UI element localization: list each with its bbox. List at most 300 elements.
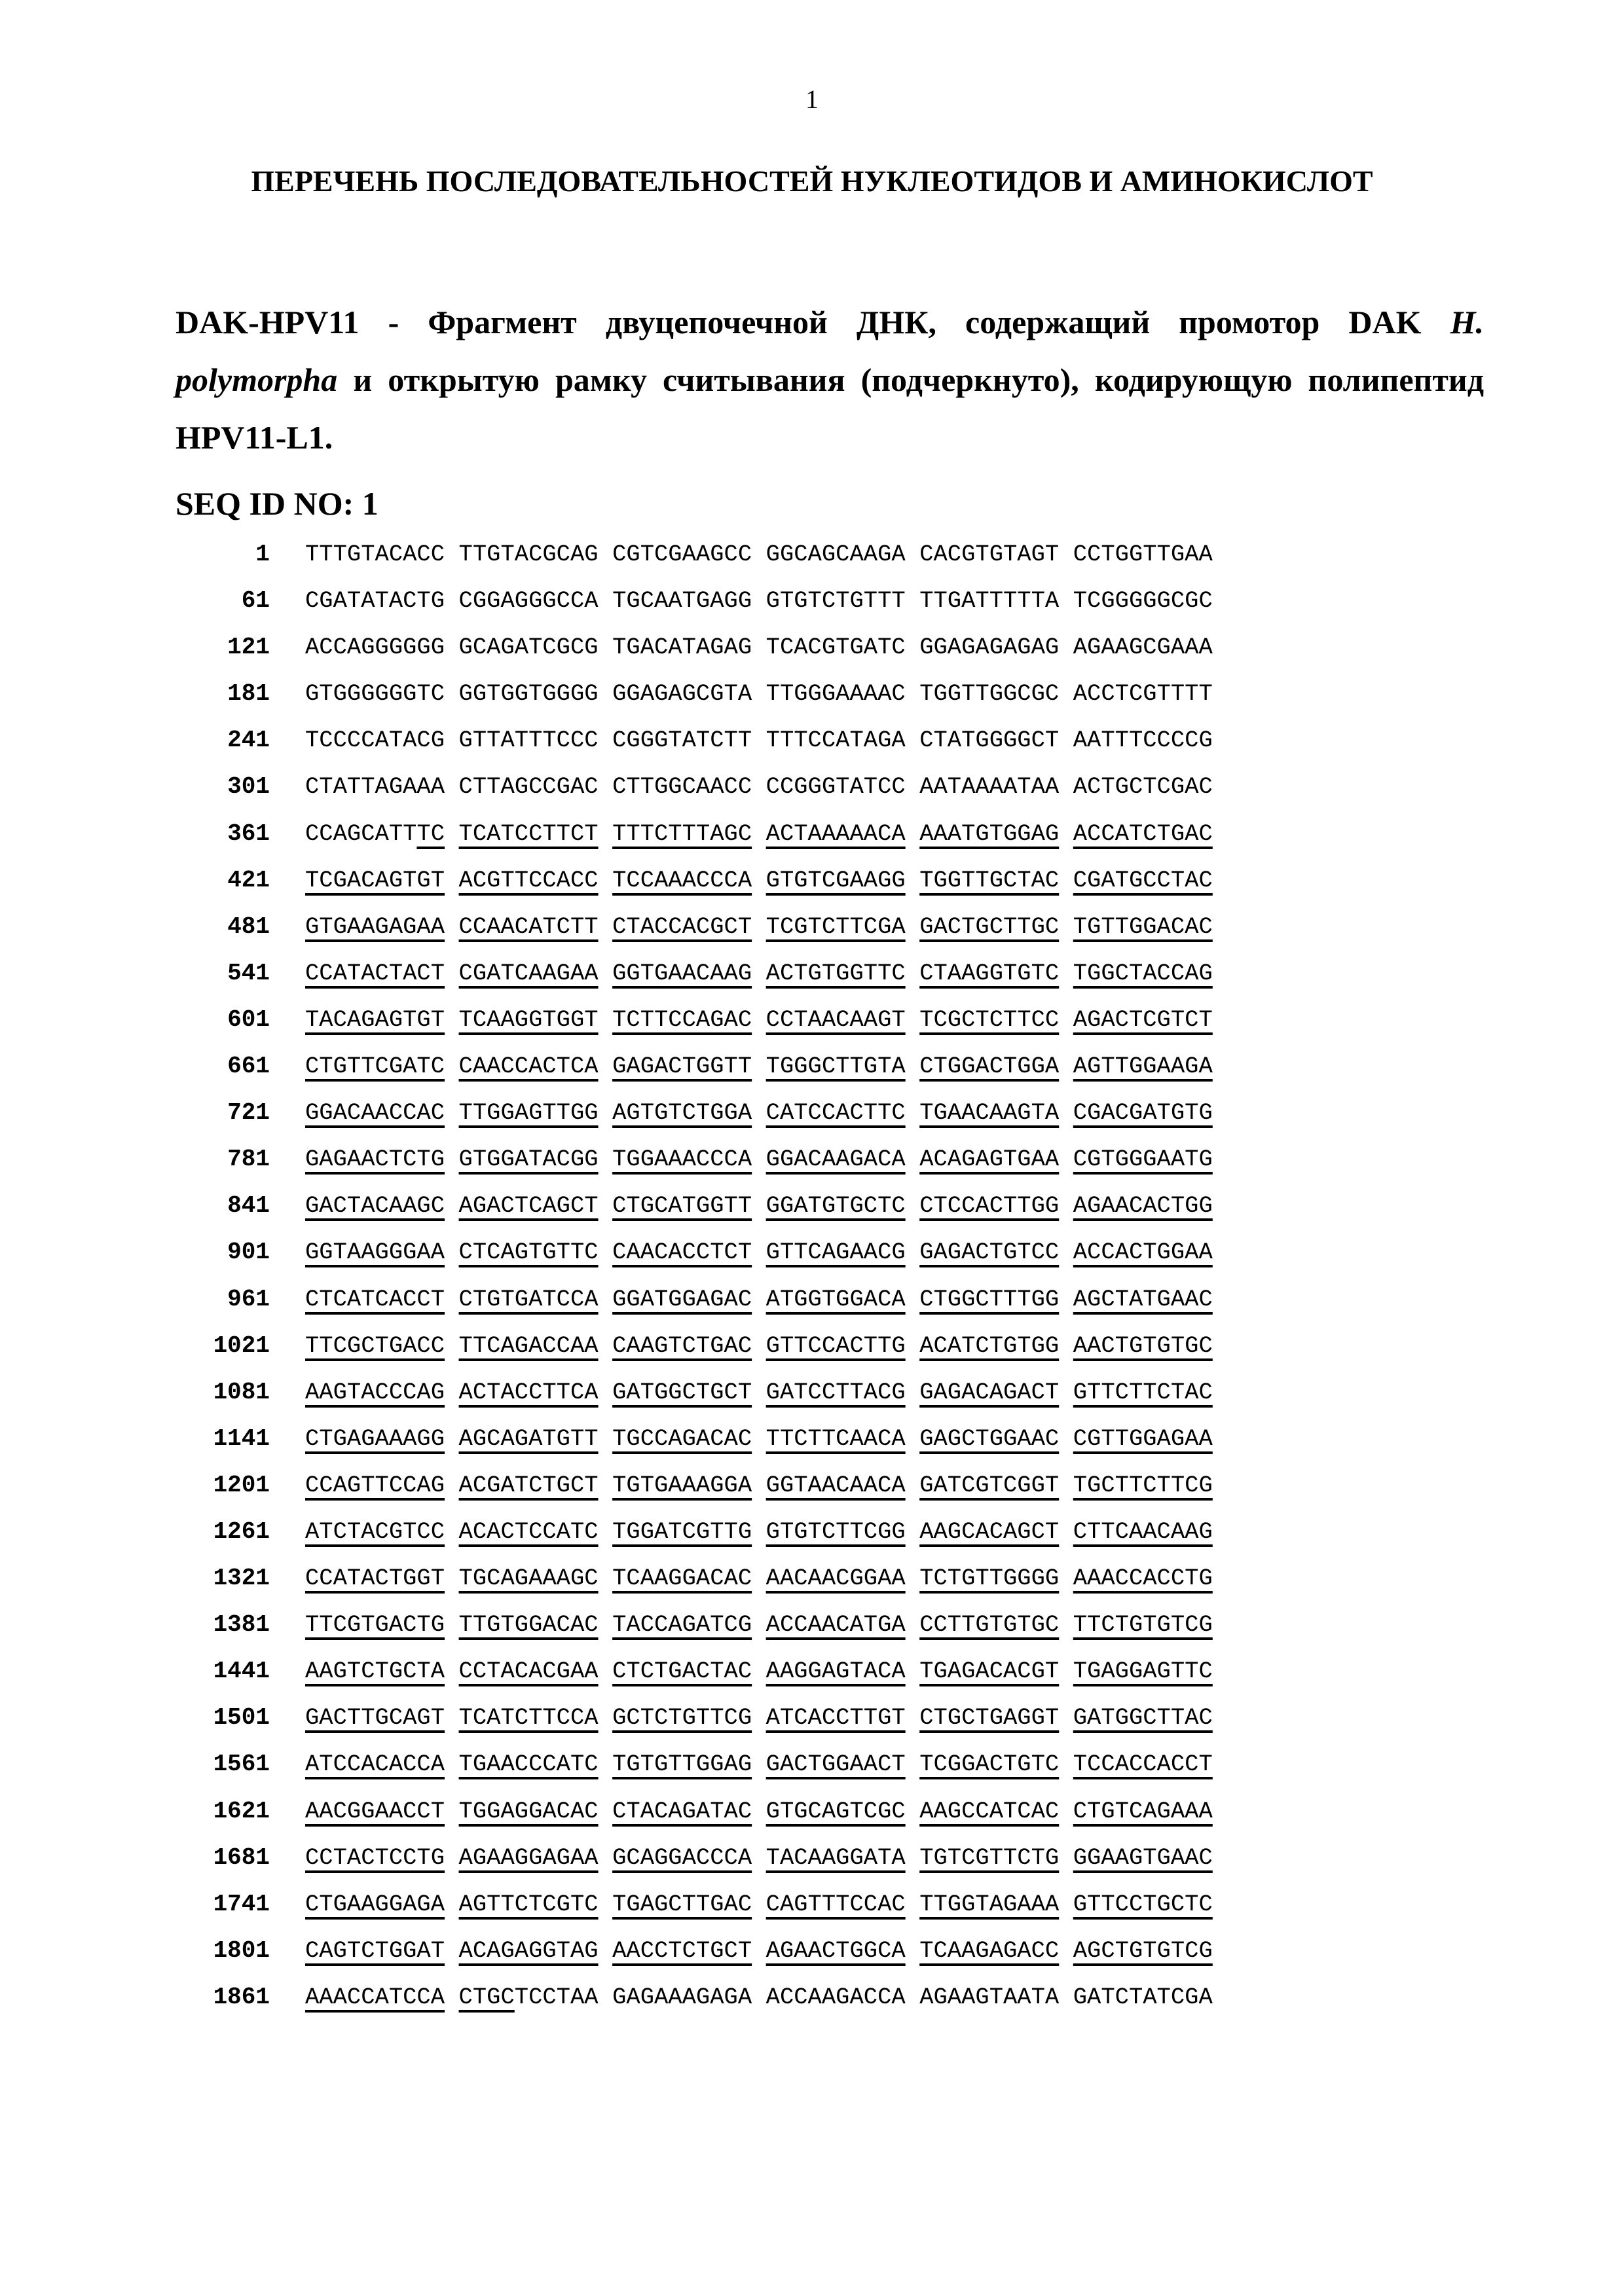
sequence-row	[196, 957, 1227, 1004]
nucleotide-group	[305, 957, 445, 990]
nucleotide-group	[766, 631, 906, 664]
nucleotide-group	[766, 1236, 906, 1269]
orf-underline: CTGTCAGAAA	[1073, 1798, 1213, 1825]
nucleotide-group	[612, 1748, 752, 1781]
nucleotide-group	[919, 1516, 1059, 1548]
nucleotide-group	[612, 1050, 752, 1083]
position-number: 1021	[196, 1330, 270, 1362]
orf-underline: TGAGCTTGAC	[612, 1891, 752, 1918]
orf-underline: CAACCACTCA	[459, 1053, 599, 1080]
orf-underline: AAGCCATCAC	[919, 1798, 1059, 1825]
orf-underline: GAGCTGGAAC	[919, 1425, 1059, 1452]
orf-underline: CGATCAAGAA	[459, 960, 599, 987]
orf-underline: ACGTTCCACC	[459, 867, 599, 894]
orf-underline: TGCAGAAAGC	[459, 1565, 599, 1592]
nucleotide-group	[612, 1935, 752, 1967]
nucleotide-group	[612, 1236, 752, 1269]
non-coding-segment: GTGTCTGTTT	[766, 587, 906, 614]
sequence-row	[196, 678, 1227, 724]
nucleotide-group	[305, 1935, 445, 1967]
nucleotide-group	[305, 1050, 445, 1083]
nucleotide-group	[459, 1609, 599, 1641]
orf-underline: AGTGTCTGGA	[612, 1099, 752, 1126]
orf-underline: TGAGGAGTTC	[1073, 1658, 1213, 1685]
orf-underline: CTGAGAAAGG	[305, 1425, 445, 1452]
nucleotide-group	[766, 1516, 906, 1548]
nucleotide-group	[1073, 1283, 1213, 1316]
nucleotide-group	[1073, 1795, 1213, 1828]
orf-underline: AACTGTGTGC	[1073, 1332, 1213, 1359]
nucleotide-group	[459, 1981, 599, 2014]
orf-underline: GGTAAGGGAA	[305, 1239, 445, 1266]
orf-underline: CCAACATCTT	[459, 913, 599, 940]
nucleotide-group	[1073, 1097, 1213, 1129]
orf-underline: GACTGCTTGC	[919, 913, 1059, 940]
nucleotide-group	[305, 1609, 445, 1641]
orf-underline: AGTTCTCGTC	[459, 1891, 599, 1918]
orf-underline: AGCTGTGTCG	[1073, 1937, 1213, 1964]
nucleotide-group	[1073, 957, 1213, 990]
orf-underline: TGTTGGACAC	[1073, 913, 1213, 940]
nucleotide-group	[1073, 1562, 1213, 1595]
non-coding-segment: TTTGTACACC	[305, 541, 445, 568]
orf-underline: CCTAACAAGT	[766, 1006, 906, 1033]
sequence-row	[196, 1655, 1227, 1702]
orf-underline: CAGTCTGGAT	[305, 1937, 445, 1964]
non-coding-segment: CGGAGGGCCA	[459, 587, 599, 614]
nucleotide-group	[919, 1609, 1059, 1641]
nucleotide-group	[612, 957, 752, 990]
nucleotide-group	[305, 538, 445, 571]
orf-underline: CTGCTGAGGT	[919, 1704, 1059, 1731]
orf-underline: CTGAAGGAGA	[305, 1891, 445, 1918]
sequence-row	[196, 1004, 1227, 1050]
description-text-2: и открытую рамку считывания (подчеркнуто), кодирующую полипептид HPV11-L1.	[175, 361, 1484, 456]
orf-underline: CTTCAACAAG	[1073, 1518, 1213, 1545]
orf-underline: ATGGTGGACA	[766, 1286, 906, 1313]
nucleotide-group	[766, 957, 906, 990]
position-number: 181	[196, 678, 270, 710]
non-coding-segment: TCGGGGGCGC	[1073, 587, 1213, 614]
nucleotide-group	[1073, 585, 1213, 617]
orf-underline: CGTTGGAGAA	[1073, 1425, 1213, 1452]
orf-underline: GAGACTGGTT	[612, 1053, 752, 1080]
nucleotide-group	[305, 1748, 445, 1781]
nucleotide-group	[766, 1050, 906, 1083]
orf-underline: CCTTGTGTGC	[919, 1611, 1059, 1638]
nucleotide-group	[766, 724, 906, 757]
nucleotide-group	[919, 818, 1059, 850]
position-number: 1321	[196, 1562, 270, 1595]
nucleotide-group	[459, 1748, 599, 1781]
nucleotide-group	[612, 538, 752, 571]
nucleotide-group	[766, 585, 906, 617]
orf-underline: TGGGCTTGTA	[766, 1053, 906, 1080]
sequence-row	[196, 911, 1227, 957]
nucleotide-group	[612, 1330, 752, 1362]
page-number: 1	[0, 84, 1624, 115]
sequence-row	[196, 1376, 1227, 1423]
sequence-row	[196, 1516, 1227, 1562]
orf-underline: CATCCACTTC	[766, 1099, 906, 1126]
nucleotide-group	[919, 631, 1059, 664]
position-number: 1141	[196, 1423, 270, 1455]
nucleotide-group	[766, 1004, 906, 1036]
nucleotide-group	[1073, 1190, 1213, 1222]
nucleotide-group	[612, 1702, 752, 1734]
nucleotide-group	[919, 1376, 1059, 1409]
nucleotide-group	[459, 1097, 599, 1129]
nucleotide-group	[305, 1283, 445, 1316]
orf-underline: GTTCTTCTAC	[1073, 1379, 1213, 1406]
orf-underline: ACAGAGTGAA	[919, 1146, 1059, 1173]
nucleotide-group	[1073, 1423, 1213, 1455]
non-coding-segment: GTGGGGGGTC	[305, 680, 445, 707]
nucleotide-group	[612, 1655, 752, 1688]
nucleotide-group	[459, 1562, 599, 1595]
orf-underline: GACTACAAGC	[305, 1192, 445, 1219]
orf-underline: CTGGACTGGA	[919, 1053, 1059, 1080]
non-coding-segment: GCAGATCGCG	[459, 634, 599, 661]
sequence-row	[196, 818, 1227, 864]
sequence-row	[196, 1609, 1227, 1655]
position-number: 481	[196, 911, 270, 943]
orf-underline: CGTGGGAATG	[1073, 1146, 1213, 1173]
position-number: 1081	[196, 1376, 270, 1409]
orf-underline: CTCAGTGTTC	[459, 1239, 599, 1266]
organism-name: H. polymorpha	[175, 304, 1484, 398]
nucleotide-group	[612, 1190, 752, 1222]
nucleotide-group	[919, 957, 1059, 990]
nucleotide-group	[612, 1423, 752, 1455]
nucleotide-group	[919, 1190, 1059, 1222]
nucleotide-group	[459, 1655, 599, 1688]
nucleotide-group	[919, 724, 1059, 757]
nucleotide-group	[459, 911, 599, 943]
orf-underline: CAAGTCTGAC	[612, 1332, 752, 1359]
nucleotide-group	[305, 1423, 445, 1455]
non-coding-segment: TTGTACGCAG	[459, 541, 599, 568]
nucleotide-group	[612, 1376, 752, 1409]
nucleotide-group	[305, 1376, 445, 1409]
nucleotide-group	[612, 1842, 752, 1874]
orf-underline: TTCGCTGACC	[305, 1332, 445, 1359]
non-coding-segment: TGGTTGGCGC	[919, 680, 1059, 707]
sequence-row	[196, 1330, 1227, 1376]
position-number: 541	[196, 957, 270, 990]
nucleotide-group	[1073, 1935, 1213, 1967]
orf-underline: TGAGACACGT	[919, 1658, 1059, 1685]
orf-underline: CCATACTACT	[305, 960, 445, 987]
orf-underline: CGACGATGTG	[1073, 1099, 1213, 1126]
nucleotide-group	[766, 1935, 906, 1967]
nucleotide-group	[305, 1469, 445, 1502]
nucleotide-group	[766, 1842, 906, 1874]
nucleotide-group	[919, 1935, 1059, 1967]
orf-underline: AAGTACCCAG	[305, 1379, 445, 1406]
nucleotide-group	[612, 1097, 752, 1129]
non-coding-segment: GATCTATCGA	[1073, 1984, 1213, 2011]
sequence-row	[196, 1097, 1227, 1143]
nucleotide-group	[1073, 1888, 1213, 1921]
nucleotide-group	[766, 1748, 906, 1781]
non-coding-segment: CTATGGGGCT	[919, 727, 1059, 754]
orf-underline: ACATCTGTGG	[919, 1332, 1059, 1359]
nucleotide-group	[919, 1097, 1059, 1129]
orf-underline: TCAAGGACAC	[612, 1565, 752, 1592]
orf-underline: TGCCAGACAC	[612, 1425, 752, 1452]
orf-underline: TCAAGAGACC	[919, 1937, 1059, 1964]
sequence-row	[196, 1190, 1227, 1236]
nucleotide-group	[459, 1888, 599, 1921]
orf-underline: AGAACTGGCA	[766, 1937, 906, 1964]
orf-underline: AGCAGATGTT	[459, 1425, 599, 1452]
orf-underline: GACTGGAACT	[766, 1751, 906, 1777]
nucleotide-group	[305, 724, 445, 757]
orf-underline: AAACCACCTG	[1073, 1565, 1213, 1592]
orf-underline: AGTTGGAAGA	[1073, 1053, 1213, 1080]
non-coding-segment: GAGAAAGAGA	[612, 1984, 752, 2011]
orf-underline: TCGACAGTGT	[305, 867, 445, 894]
non-coding-segment: ACCAGGGGGG	[305, 634, 445, 661]
nucleotide-group	[612, 818, 752, 850]
nucleotide-group	[766, 1795, 906, 1828]
orf-underline: GGACAAGACA	[766, 1146, 906, 1173]
nucleotide-group	[612, 585, 752, 617]
sequence-row	[196, 1423, 1227, 1469]
nucleotide-group	[919, 864, 1059, 897]
nucleotide-group	[1073, 771, 1213, 803]
nucleotide-group	[305, 1236, 445, 1269]
orf-underline: ACTACCTTCA	[459, 1379, 599, 1406]
position-number: 1441	[196, 1655, 270, 1688]
nucleotide-group	[305, 631, 445, 664]
nucleotide-group	[919, 1981, 1059, 2014]
nucleotide-group	[919, 585, 1059, 617]
orf-underline: GAGACTGTCC	[919, 1239, 1059, 1266]
nucleotide-group	[459, 1236, 599, 1269]
nucleotide-group	[919, 1004, 1059, 1036]
nucleotide-group	[1073, 631, 1213, 664]
non-coding-segment: TTGATTTTTA	[919, 587, 1059, 614]
nucleotide-group	[305, 864, 445, 897]
non-coding-segment: CCAGCATT	[305, 820, 416, 847]
orf-underline: TTCAGACCAA	[459, 1332, 599, 1359]
orf-underline: AAGCACAGCT	[919, 1518, 1059, 1545]
non-coding-segment: ACCAAGACCA	[766, 1984, 906, 2011]
nucleotide-group	[919, 1283, 1059, 1316]
nucleotide-group	[459, 1190, 599, 1222]
sequence-description	[175, 293, 1484, 466]
orf-underline: CAGTTTCCAC	[766, 1891, 906, 1918]
nucleotide-group	[919, 1748, 1059, 1781]
non-coding-segment: CCGGGTATCC	[766, 773, 906, 800]
orf-underline: CTAAGGTGTC	[919, 960, 1059, 987]
position-number: 1	[196, 538, 270, 571]
orf-underline: CTACAGATAC	[612, 1798, 752, 1825]
orf-underline: ACAGAGGTAG	[459, 1937, 599, 1964]
orf-underline: ACCAACATGA	[766, 1611, 906, 1638]
orf-underline: CCATACTGGT	[305, 1565, 445, 1592]
orf-underline: TTCGTGACTG	[305, 1611, 445, 1638]
orf-underline: TGGAAACCCA	[612, 1146, 752, 1173]
non-coding-segment: CGATATACTG	[305, 587, 445, 614]
nucleotide-group	[459, 957, 599, 990]
orf-underline: GTTCCACTTG	[766, 1332, 906, 1359]
orf-underline: GTGCAGTCGC	[766, 1798, 906, 1825]
orf-underline: AAGGAGTACA	[766, 1658, 906, 1685]
nucleotide-group	[919, 771, 1059, 803]
nucleotide-group	[459, 1842, 599, 1874]
non-coding-segment: GGAGAGAGAG	[919, 634, 1059, 661]
position-number: 1561	[196, 1748, 270, 1781]
orf-underline: GATGGCTTAC	[1073, 1704, 1213, 1731]
sequence-row	[196, 1935, 1227, 1981]
position-number: 61	[196, 585, 270, 617]
orf-underline: GTTCCTGCTC	[1073, 1891, 1213, 1918]
nucleotide-group	[1073, 1609, 1213, 1641]
orf-underline: CTGGCTTTGG	[919, 1286, 1059, 1313]
nucleotide-group	[305, 1097, 445, 1129]
non-coding-segment: AATTTCCCCG	[1073, 727, 1213, 754]
orf-underline: ACCACTGGAA	[1073, 1239, 1213, 1266]
orf-underline: ACTGTGGTTC	[766, 960, 906, 987]
orf-underline: GTGTCGAAGG	[766, 867, 906, 894]
nucleotide-group	[1073, 1050, 1213, 1083]
orf-underline: GGTAACAACA	[766, 1472, 906, 1499]
orf-underline: AGACTCGTCT	[1073, 1006, 1213, 1033]
nucleotide-group	[612, 1283, 752, 1316]
nucleotide-group	[766, 1888, 906, 1921]
orf-underline: CTCATCACCT	[305, 1286, 445, 1313]
orf-underline: TGCTTCTTCG	[1073, 1472, 1213, 1499]
non-coding-segment: GGCAGCAAGA	[766, 541, 906, 568]
orf-underline: ACACTCCATC	[459, 1518, 599, 1545]
nucleotide-group	[612, 1981, 752, 2014]
orf-underline: TCATCCTTCT	[459, 820, 599, 847]
nucleotide-group	[766, 818, 906, 850]
non-coding-segment: AGAAGTAATA	[919, 1984, 1059, 2011]
non-coding-segment: CTATTAGAAA	[305, 773, 445, 800]
non-coding-segment: CGGGTATCTT	[612, 727, 752, 754]
orf-underline: TTCTTCAACA	[766, 1425, 906, 1452]
sequence-row	[196, 1050, 1227, 1097]
nucleotide-group	[459, 538, 599, 571]
position-number: 301	[196, 771, 270, 803]
orf-underline: AAACCATCCA	[305, 1984, 445, 2011]
orf-underline: GTGAAGAGAA	[305, 913, 445, 940]
nucleotide-group	[766, 1655, 906, 1688]
orf-underline: TCTGTTGGGG	[919, 1565, 1059, 1592]
sequence-row	[196, 771, 1227, 817]
nucleotide-group	[1073, 1748, 1213, 1781]
nucleotide-group	[459, 585, 599, 617]
orf-underline: GATGGCTGCT	[612, 1379, 752, 1406]
position-number: 1381	[196, 1609, 270, 1641]
non-coding-segment: CTTGGCAACC	[612, 773, 752, 800]
nucleotide-group	[1073, 1004, 1213, 1036]
orf-underline: TCAAGGTGGT	[459, 1006, 599, 1033]
orf-underline: CTGC	[459, 1984, 515, 2011]
position-number: 601	[196, 1004, 270, 1036]
orf-underline: AACAACGGAA	[766, 1565, 906, 1592]
nucleotide-group	[1073, 1143, 1213, 1176]
sequence-row	[196, 538, 1227, 585]
orf-underline: TTTCTTTAGC	[612, 820, 752, 847]
nucleotide-group	[612, 631, 752, 664]
nucleotide-group	[612, 771, 752, 803]
nucleotide-group	[919, 1236, 1059, 1269]
nucleotide-group	[305, 678, 445, 710]
orf-underline: CCTACACGAA	[459, 1658, 599, 1685]
orf-underline: CAACACCTCT	[612, 1239, 752, 1266]
orf-underline: AAATGTGGAG	[919, 820, 1059, 847]
position-number: 1741	[196, 1888, 270, 1921]
non-coding-segment: TTGGGAAAAC	[766, 680, 906, 707]
position-number: 1801	[196, 1935, 270, 1967]
sequence-row	[196, 585, 1227, 631]
nucleotide-group	[305, 1330, 445, 1362]
sequence-row	[196, 631, 1227, 678]
nucleotide-group	[612, 678, 752, 710]
position-number: 241	[196, 724, 270, 757]
nucleotide-group	[919, 1330, 1059, 1362]
orf-underline: TCATCTTCCA	[459, 1704, 599, 1731]
nucleotide-group	[1073, 1516, 1213, 1548]
non-coding-segment: CGTCGAAGCC	[612, 541, 752, 568]
nucleotide-group	[919, 1050, 1059, 1083]
orf-underline: TTGGAGTTGG	[459, 1099, 599, 1126]
nucleotide-group	[766, 1609, 906, 1641]
position-number: 421	[196, 864, 270, 897]
nucleotide-group	[919, 1655, 1059, 1688]
position-number: 781	[196, 1143, 270, 1176]
nucleotide-group	[612, 724, 752, 757]
orf-underline: CTGTGATCCA	[459, 1286, 599, 1313]
document-title: ПЕРЕЧЕНЬ ПОСЛЕДОВАТЕЛЬНОСТЕЙ НУКЛЕОТИДОВ И АМИНОКИСЛОТ	[0, 164, 1624, 198]
position-number: 1201	[196, 1469, 270, 1502]
orf-underline: TTGGTAGAAA	[919, 1891, 1059, 1918]
nucleotide-group	[1073, 1655, 1213, 1688]
nucleotide-group	[766, 1376, 906, 1409]
position-number: 901	[196, 1236, 270, 1269]
nucleotide-group	[459, 678, 599, 710]
sequence-row	[196, 1842, 1227, 1888]
nucleotide-group	[766, 1423, 906, 1455]
position-number: 361	[196, 818, 270, 850]
position-number: 841	[196, 1190, 270, 1222]
nucleotide-group	[766, 1283, 906, 1316]
sequence-row	[196, 1981, 1227, 2028]
orf-underline: CGATGCCTAC	[1073, 867, 1213, 894]
orf-underline: ATCCACACCA	[305, 1751, 445, 1777]
orf-underline: CTCTGACTAC	[612, 1658, 752, 1685]
nucleotide-group	[459, 1702, 599, 1734]
nucleotide-group	[919, 678, 1059, 710]
nucleotide-group	[459, 864, 599, 897]
nucleotide-group	[459, 1376, 599, 1409]
nucleotide-group	[919, 1562, 1059, 1595]
nucleotide-group	[459, 724, 599, 757]
nucleotide-group	[766, 1330, 906, 1362]
nucleotide-group	[1073, 1981, 1213, 2014]
nucleotide-group	[305, 1655, 445, 1688]
orf-underline: CCTACTCCTG	[305, 1844, 445, 1871]
nucleotide-group	[1073, 678, 1213, 710]
non-coding-segment: CCTGGTTGAA	[1073, 541, 1213, 568]
position-number: 1501	[196, 1702, 270, 1734]
nucleotide-group	[612, 1888, 752, 1921]
